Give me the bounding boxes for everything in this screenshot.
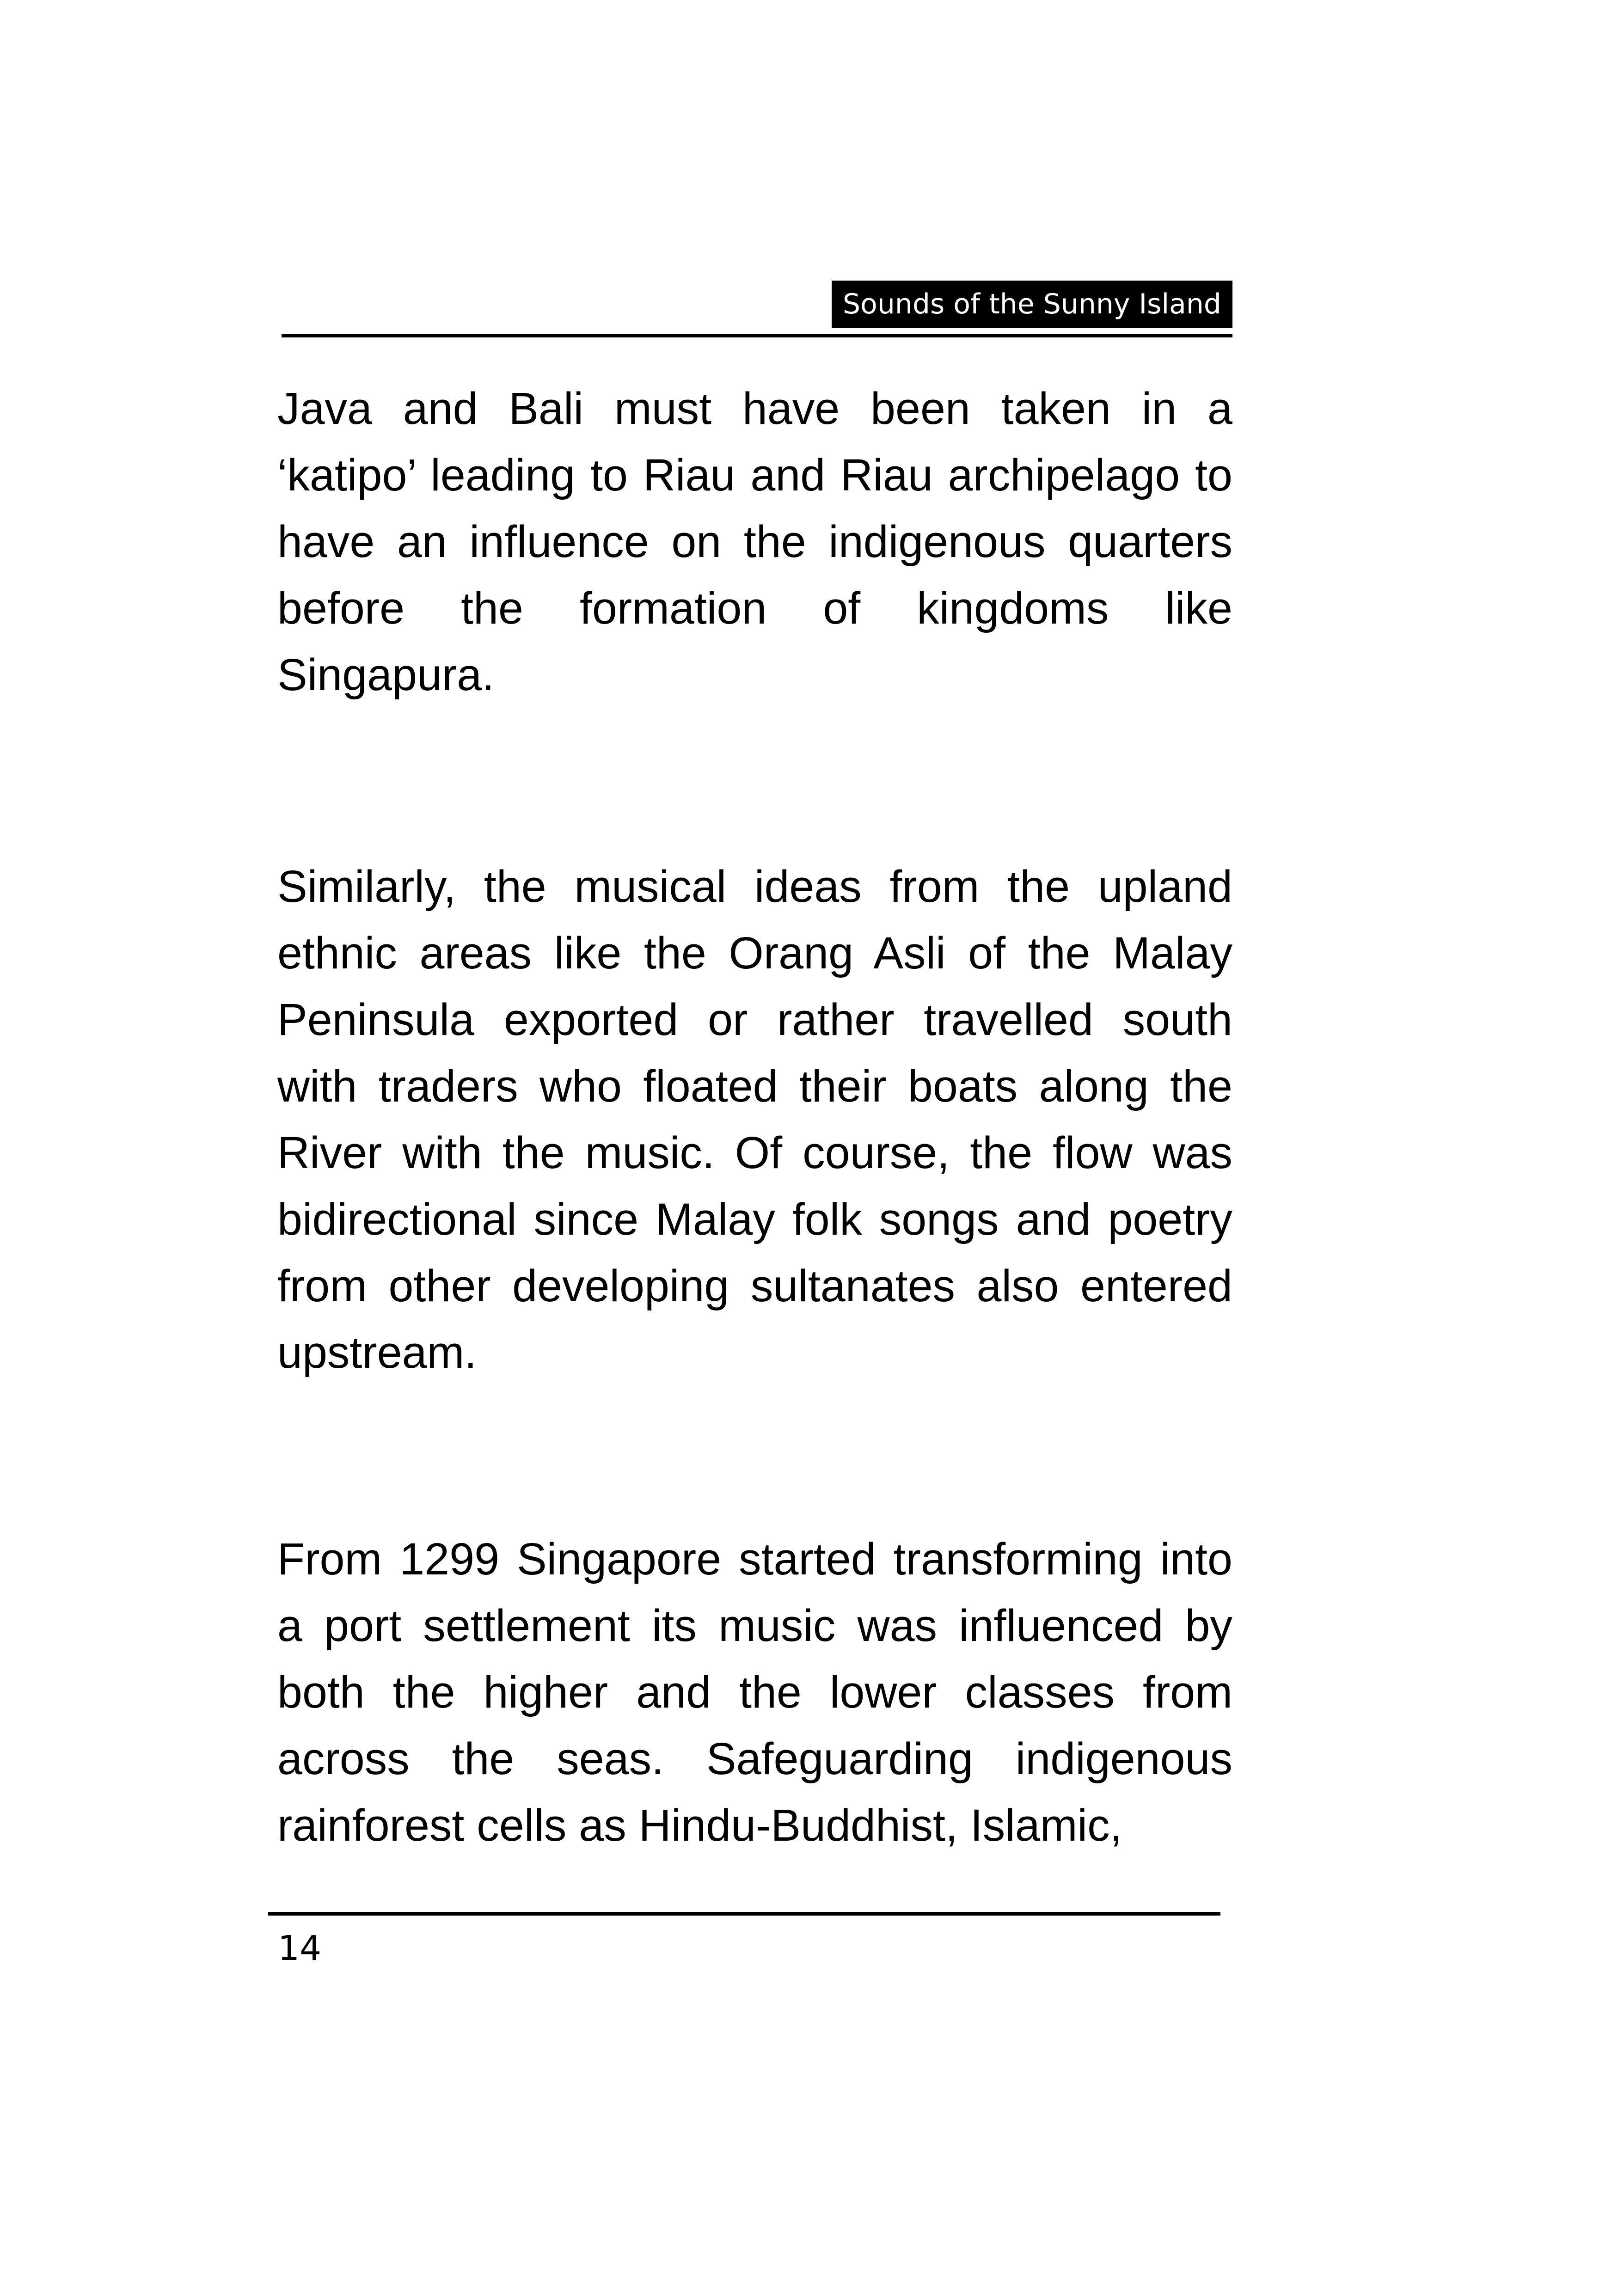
paragraph-text: Java and Bali must have been taken in a ‘katipo’ leading to Riau and Riau archipelago to have an influence on the indigenous quarters before the formation of kingdoms like Singapura. [277,383,1232,700]
body-paragraph-1 [277,375,1232,708]
header-rule [282,334,1232,337]
body-paragraph-3 [277,1526,1232,1859]
paragraph-text: Similarly, the musical ideas from the upland ethnic areas like the Orang Asli of the Malay Peninsula exported or rather travelled south with traders who floated their boats along the River with the music. Of course, the flow was bidirectional since Malay folk songs and poetry from other developing sultanates also entered upstream. [277,861,1232,1378]
page-number: 14 [278,1929,322,1968]
body-paragraph-2 [277,853,1232,1386]
footer-rule [268,1912,1220,1916]
running-head-title: Sounds of the Sunny Island [832,281,1232,328]
paragraph-text: From 1299 Singapore started transforming into a port settlement its music was influenced by both the higher and the lower classes from across the seas. Safeguarding indigenous rainforest cells as Hindu-Buddhist, Islamic, [277,1534,1232,1850]
